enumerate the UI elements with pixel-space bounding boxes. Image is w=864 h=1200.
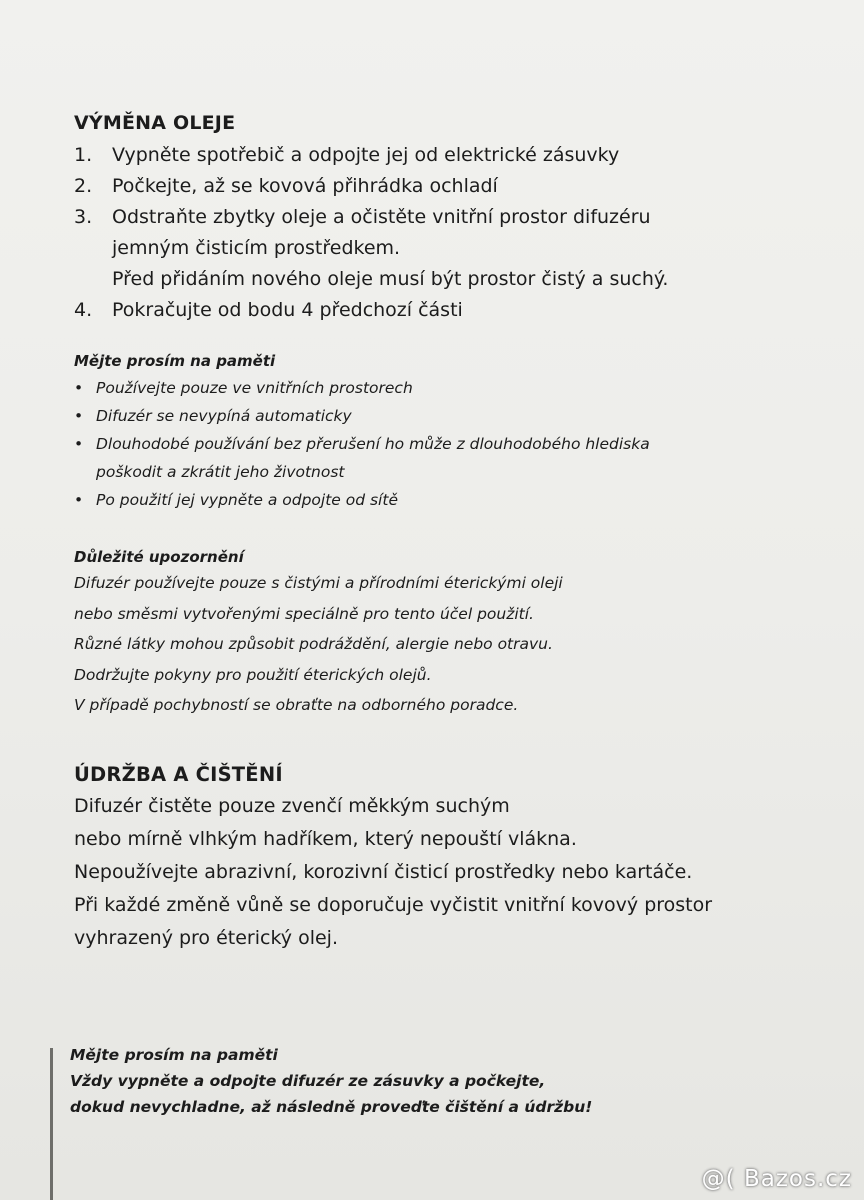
step-line: Pokračujte od bodu 4 předchozí části bbox=[112, 299, 463, 321]
step-text bbox=[112, 171, 834, 202]
warning-line: Difuzér používejte pouze s čistými a přírodními éterickými oleji bbox=[74, 574, 563, 592]
step-text bbox=[112, 295, 834, 326]
step-number: 1. bbox=[74, 144, 93, 166]
maintenance-line: Nepoužívejte abrazivní, korozivní čisticí prostředky nebo kartáče. bbox=[74, 860, 693, 883]
maintenance-heading: ÚDRŽBA A ČIŠTĚNÍ bbox=[74, 762, 283, 786]
warning-line: V případě pochybností se obraťte na odborného poradce. bbox=[74, 696, 519, 714]
warning-heading: Důležité upozornění bbox=[74, 548, 244, 566]
step-line: Vypněte spotřebič a odpojte jej od elektrické zásuvky bbox=[112, 144, 620, 166]
bullet-icon: • bbox=[74, 491, 84, 509]
warning-line: nebo směsmi vytvořenými speciálně pro tento účel použití. bbox=[74, 604, 534, 623]
warning-line: Různé látky mohou způsobit podráždění, alergie nebo otravu. bbox=[74, 635, 553, 653]
step-number: 4. bbox=[74, 299, 93, 321]
step-line: Odstraňte zbytky oleje a očistěte vnitřní prostor difuzéru bbox=[112, 206, 651, 228]
step-number: 2. bbox=[74, 175, 93, 197]
remember-line: Difuzér se nevypíná automaticky bbox=[96, 407, 352, 425]
oil-step bbox=[74, 140, 834, 171]
remember-list bbox=[74, 374, 834, 514]
side-rule bbox=[50, 1048, 53, 1200]
remember-text bbox=[96, 402, 352, 430]
remember-line: poškodit a zkrátit jeho životnost bbox=[96, 463, 345, 481]
remember-text bbox=[96, 430, 650, 486]
step-line: Počkejte, až se kovová přihrádka ochladí bbox=[112, 175, 498, 197]
remember-item bbox=[74, 486, 834, 514]
remember-line: Používejte pouze ve vnitřních prostorech bbox=[96, 379, 413, 397]
remember-text bbox=[96, 486, 398, 514]
remember-item bbox=[74, 402, 834, 430]
oil-step bbox=[74, 202, 834, 295]
step-text bbox=[112, 140, 834, 171]
remember-item bbox=[74, 374, 834, 402]
oil-change-heading: VÝMĚNA OLEJE bbox=[74, 112, 236, 134]
final-note-line: dokud nevychladne, až následně proveďte čištění a údržbu! bbox=[70, 1098, 593, 1116]
step-line: jemným čisticím prostředkem. bbox=[112, 237, 401, 259]
step-number: 3. bbox=[74, 206, 93, 228]
bullet-icon: • bbox=[74, 435, 84, 453]
bullet-icon: • bbox=[74, 379, 84, 397]
warning-text bbox=[74, 568, 834, 721]
manual-content bbox=[74, 112, 834, 955]
maintenance-line: Při každé změně vůně se doporučuje vyčistit vnitřní kovový prostor bbox=[74, 893, 713, 916]
remember-heading: Mějte prosím na paměti bbox=[74, 352, 276, 370]
maintenance-text bbox=[74, 790, 834, 955]
bullet-icon: • bbox=[74, 407, 84, 425]
warning-line: Dodržujte pokyny pro použití éterických olejů. bbox=[74, 665, 432, 684]
maintenance-line: nebo mírně vlhkým hadříkem, který nepouští vlákna. bbox=[74, 827, 577, 850]
oil-change-steps bbox=[74, 140, 834, 326]
remember-line: Dlouhodobé používání bez přerušení ho může z dlouhodobého hlediska bbox=[96, 435, 650, 453]
maintenance-line: vyhrazený pro éterický olej. bbox=[74, 926, 338, 949]
final-note bbox=[70, 1042, 770, 1120]
remember-item bbox=[74, 430, 834, 486]
oil-step bbox=[74, 295, 834, 326]
remember-line: Po použití jej vypněte a odpojte od sítě bbox=[96, 491, 398, 509]
step-line: Před přidáním nového oleje musí být prostor čistý a suchý. bbox=[112, 268, 669, 290]
maintenance-line: Difuzér čistěte pouze zvenčí měkkým suchým bbox=[74, 794, 510, 817]
step-text bbox=[112, 202, 834, 295]
bazos-watermark: @( Bazos.cz bbox=[701, 1166, 852, 1192]
oil-step bbox=[74, 171, 834, 202]
final-note-line: Vždy vypněte a odpojte difuzér ze zásuvky a počkejte, bbox=[70, 1072, 546, 1090]
remember-text bbox=[96, 374, 413, 402]
final-note-text bbox=[70, 1068, 770, 1120]
final-note-heading: Mějte prosím na paměti bbox=[70, 1046, 278, 1064]
